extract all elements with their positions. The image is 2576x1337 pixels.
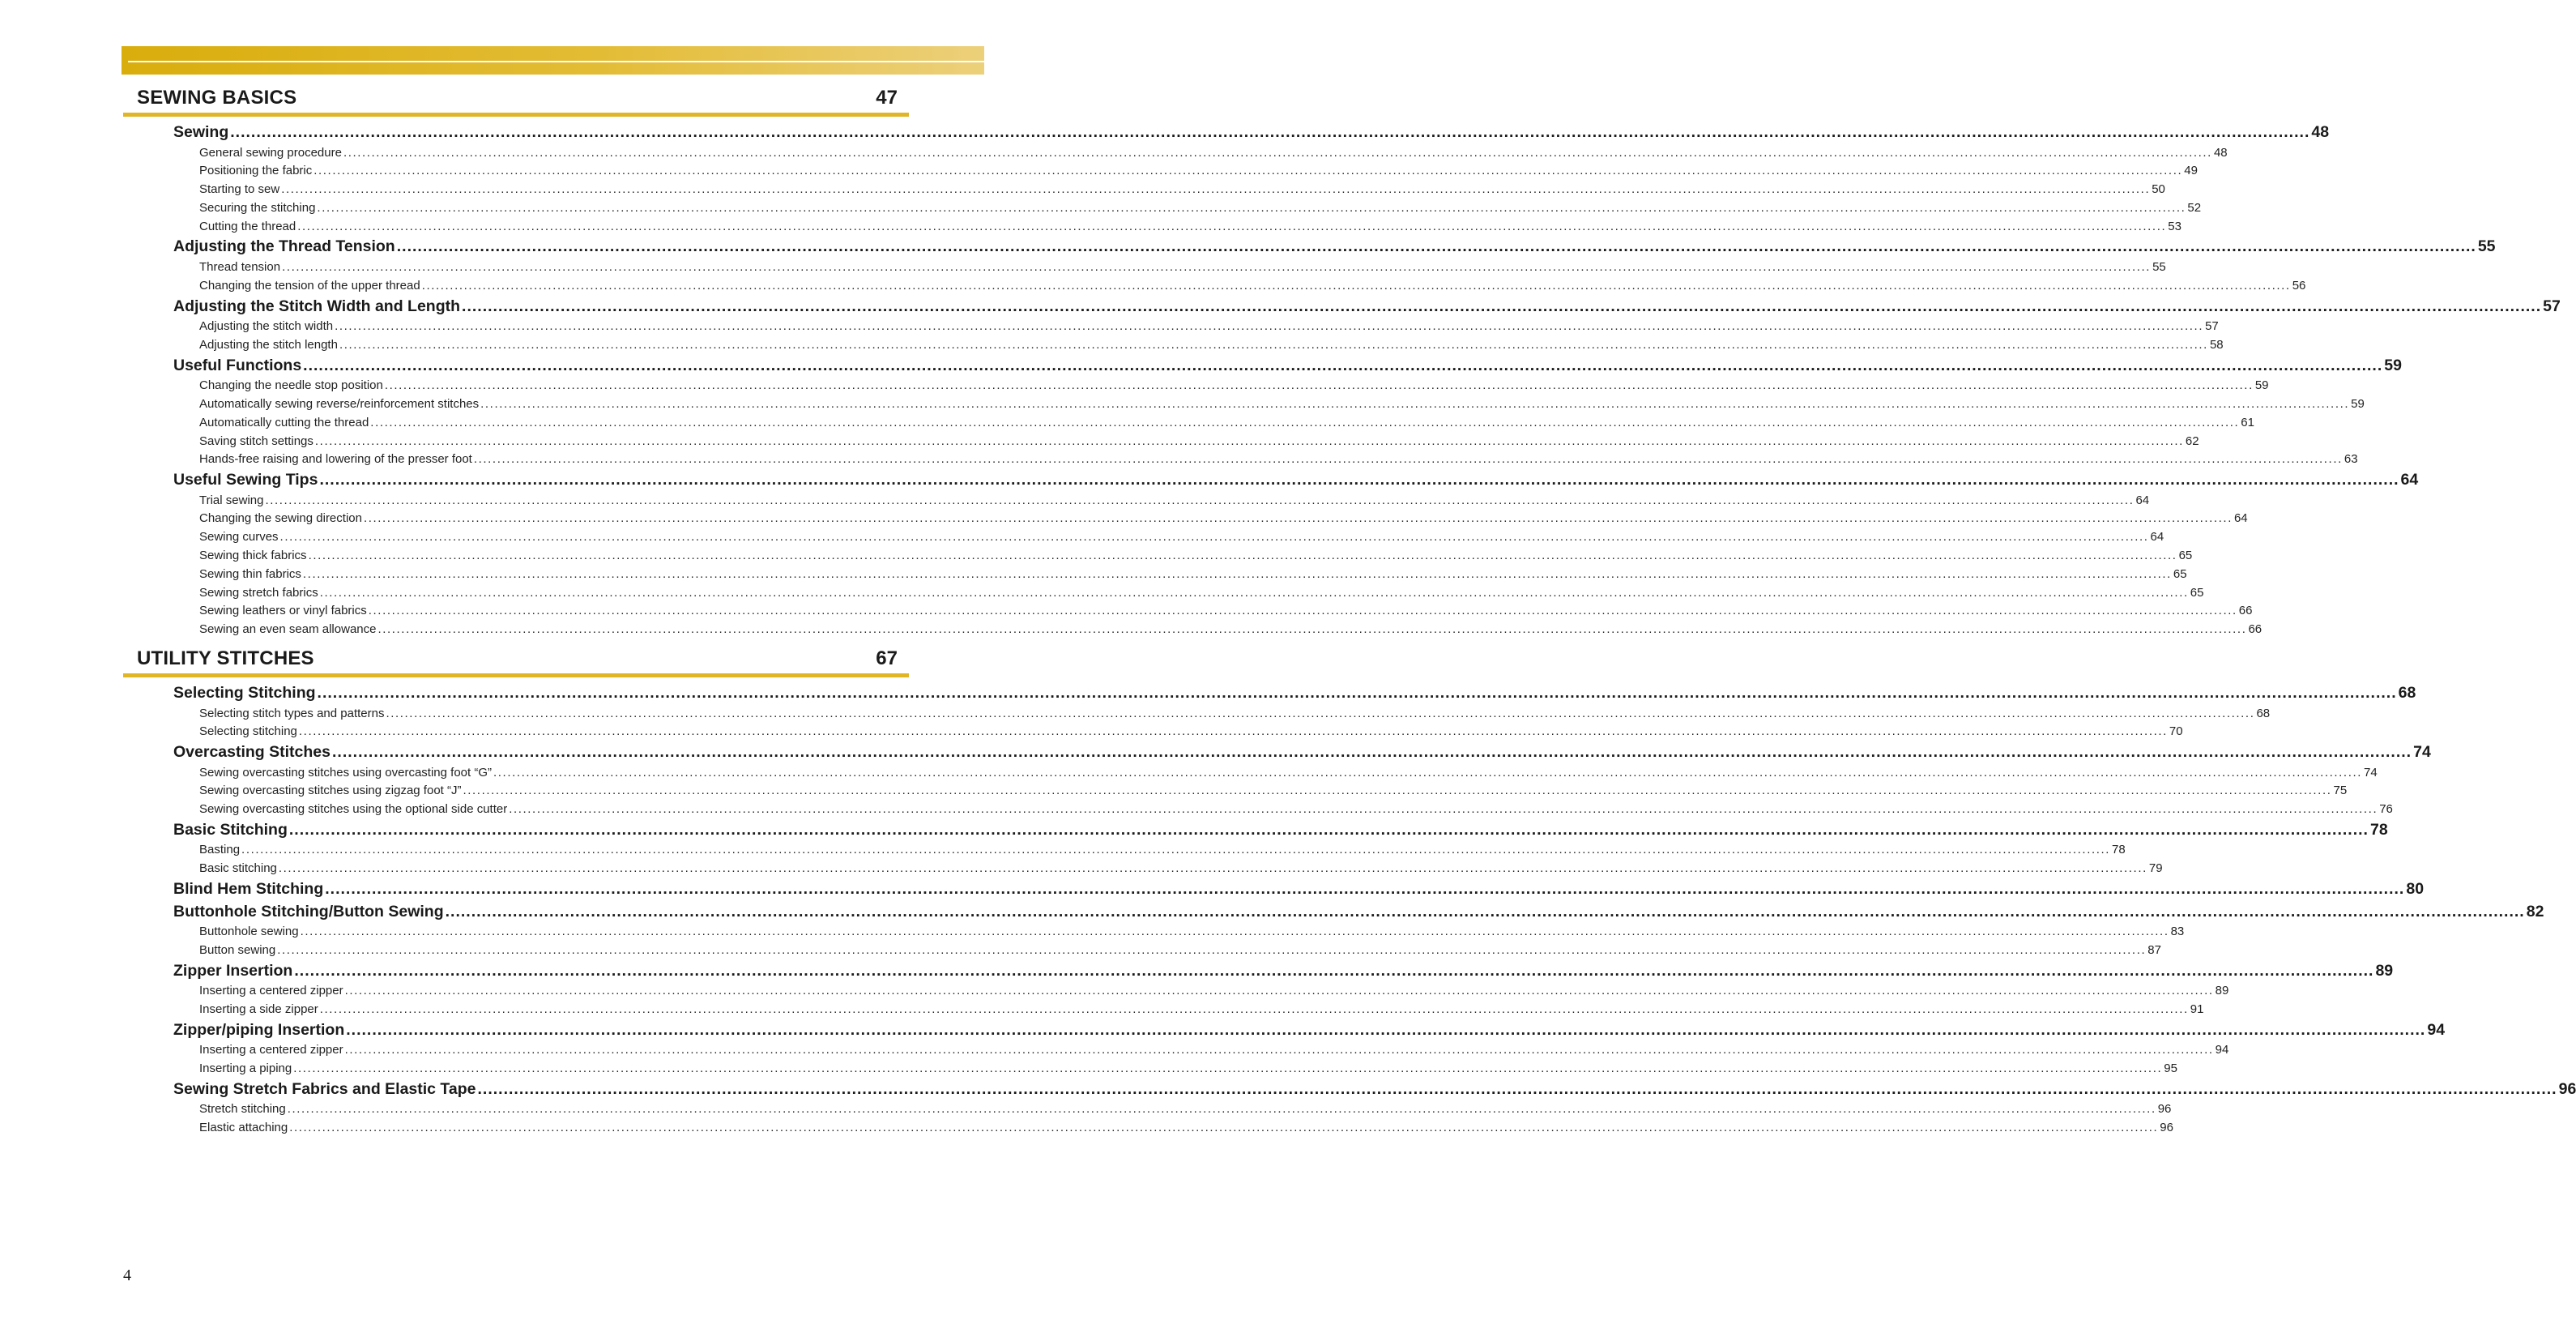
page-number: 4 <box>123 1267 131 1284</box>
toc-subentry <box>199 510 2248 528</box>
dot-leader: ................................................................................................................................................................................................................................................................................................................................................................................................................ <box>294 961 2374 980</box>
toc-subentry <box>199 218 2181 237</box>
toc-heading-entry <box>173 741 2431 764</box>
toc-entry-page: 96 <box>2160 1121 2173 1135</box>
toc-entry-page: 53 <box>2168 219 2181 233</box>
toc-entry-page: 65 <box>2178 549 2193 563</box>
toc-entry-label: General sewing procedure <box>199 145 342 160</box>
toc-entry-page: 55 <box>2152 259 2166 274</box>
toc-subentry <box>199 1100 2172 1119</box>
dot-leader: ................................................................................................................................................................................................................................................................................................................................................................................................................ <box>288 820 2369 839</box>
toc-entry-page: 64 <box>2135 493 2150 507</box>
toc-heading-entry <box>173 1019 2446 1042</box>
toc-entry-page: 70 <box>2169 724 2183 739</box>
toc-subentry <box>199 414 2254 433</box>
toc-subentry <box>199 336 2224 355</box>
toc-heading-entry <box>173 469 2419 492</box>
toc-entry-page: 62 <box>2185 434 2199 448</box>
toc-entry-label: Adjusting the stitch length <box>199 337 338 352</box>
toc-subentry <box>199 566 2187 584</box>
toc-entry-page: 64 <box>2233 511 2248 526</box>
toc-entry-page: 59 <box>2384 356 2402 374</box>
toc-entry-label: Sewing <box>173 123 229 141</box>
dot-leader: ................................................................................................................................................................................................................................................................................................................................................................................................................ <box>344 1043 2214 1057</box>
dot-leader: ................................................................................................................................................................................................................................................................................................................................................................................................................ <box>289 1121 2159 1135</box>
toc-entry-label: Stretch stitching <box>199 1102 286 1117</box>
toc-heading-entry <box>173 236 2496 258</box>
toc-entry-label: Cutting the thread <box>199 219 296 233</box>
toc-entry-label: Sewing an even seam allowance <box>199 622 377 637</box>
toc-entry-label: Adjusting the Thread Tension <box>173 237 395 256</box>
toc-subentry <box>199 528 2164 547</box>
toc-subentry <box>199 547 2193 566</box>
toc-entry-page: 56 <box>2292 278 2306 293</box>
dot-leader: ................................................................................................................................................................................................................................................................................................................................................................................................................ <box>265 493 2135 507</box>
toc-entry-label: Sewing curves <box>199 530 279 545</box>
toc-entry-label: Blind Hem Stitching <box>173 880 324 899</box>
toc-heading-entry <box>173 296 2561 318</box>
dot-leader: ................................................................................................................................................................................................................................................................................................................................................................................................................ <box>473 452 2343 467</box>
toc-entry-page: 59 <box>2351 396 2365 411</box>
dot-leader: ................................................................................................................................................................................................................................................................................................................................................................................................................ <box>317 684 2397 702</box>
toc-entry-label: Positioning the fabric <box>199 164 313 178</box>
toc-entry-page: 74 <box>2364 765 2378 780</box>
toc-subentry <box>199 395 2365 414</box>
toc-entry-label: Sewing overcasting stitches using overcasting foot “G” <box>199 765 493 780</box>
dot-leader: ................................................................................................................................................................................................................................................................................................................................................................................................................ <box>282 259 2152 274</box>
toc-heading-entry <box>173 960 2394 983</box>
toc-subentry <box>199 433 2199 451</box>
toc-subentry <box>199 1060 2177 1079</box>
toc-entry-page: 68 <box>2398 684 2416 702</box>
toc-subentry <box>199 923 2185 942</box>
toc-subentry <box>199 377 2269 395</box>
toc-subentry <box>199 764 2378 783</box>
toc-entry-label: Selecting stitching <box>199 724 297 739</box>
toc-subentry <box>199 782 2348 801</box>
toc-entry-page: 94 <box>2215 1043 2229 1057</box>
toc-entry-label: Sewing stretch fabrics <box>199 585 318 600</box>
toc-entry-page: 94 <box>2427 1020 2446 1039</box>
dot-leader: ................................................................................................................................................................................................................................................................................................................................................................................................................ <box>384 378 2254 393</box>
toc-entry-page: 57 <box>2205 319 2219 334</box>
toc-entry-page: 57 <box>2543 297 2561 315</box>
section-page-number: 67 <box>876 647 898 669</box>
dot-leader: ................................................................................................................................................................................................................................................................................................................................................................................................................ <box>339 337 2208 352</box>
dot-leader: ................................................................................................................................................................................................................................................................................................................................................................................................................ <box>493 765 2363 780</box>
dot-leader: ................................................................................................................................................................................................................................................................................................................................................................................................................ <box>463 784 2332 798</box>
toc-entry-page: 89 <box>2215 984 2229 998</box>
toc-subentry <box>199 162 2198 181</box>
toc-subentry <box>199 144 2228 163</box>
toc-entry-page: 64 <box>2150 530 2164 545</box>
dot-leader: ................................................................................................................................................................................................................................................................................................................................................................................................................ <box>277 942 2147 957</box>
toc-entry-label: Basting <box>199 843 241 857</box>
toc-subentry <box>199 801 2393 819</box>
toc-entries <box>123 117 2561 639</box>
dot-leader: ................................................................................................................................................................................................................................................................................................................................................................................................................ <box>343 145 2212 160</box>
toc-heading-entry <box>173 355 2402 378</box>
dot-leader: ................................................................................................................................................................................................................................................................................................................................................................................................................ <box>297 219 2167 233</box>
dot-leader: ................................................................................................................................................................................................................................................................................................................................................................................................................ <box>230 123 2310 141</box>
toc-heading-entry <box>173 878 2425 901</box>
header-band-rule <box>128 61 984 62</box>
toc-entry-page: 50 <box>2152 182 2165 197</box>
toc-entry-page: 66 <box>2238 604 2253 618</box>
dot-leader: ................................................................................................................................................................................................................................................................................................................................................................................................................ <box>278 861 2147 876</box>
dot-leader: ................................................................................................................................................................................................................................................................................................................................................................................................................ <box>332 743 2412 762</box>
toc-subentry <box>199 1119 2173 1138</box>
toc-entry-page: 59 <box>2254 378 2269 393</box>
dot-leader: ................................................................................................................................................................................................................................................................................................................................................................................................................ <box>313 164 2183 178</box>
toc-entry-page: 68 <box>2256 706 2271 720</box>
section-title: SEWING BASICS <box>137 87 297 109</box>
toc-entry-page: 48 <box>2311 123 2330 141</box>
toc-entry-label: Hands-free raising and lowering of the presser foot <box>199 452 472 467</box>
toc-heading-entry <box>173 1079 2576 1101</box>
toc-entry-page: 78 <box>2112 843 2126 857</box>
toc-entry-label: Automatically cutting the thread <box>199 415 369 429</box>
toc-subentry <box>199 621 2263 639</box>
toc-entry-page: 75 <box>2333 784 2348 798</box>
toc-entry-page: 89 <box>2375 961 2394 980</box>
toc-entry-page: 96 <box>2558 1079 2576 1098</box>
toc-entry-page: 61 <box>2241 415 2254 429</box>
toc-entry-label: Button sewing <box>199 942 276 957</box>
toc-entry-page: 65 <box>2173 566 2187 581</box>
toc-entry-page: 48 <box>2213 145 2228 160</box>
toc-subentry <box>199 492 2150 510</box>
dot-leader: ................................................................................................................................................................................................................................................................................................................................................................................................................ <box>462 297 2542 315</box>
toc-entry-page: 87 <box>2147 942 2161 957</box>
header-color-band <box>122 46 984 75</box>
toc-entry-page: 55 <box>2477 237 2496 256</box>
dot-leader: ................................................................................................................................................................................................................................................................................................................................................................................................................ <box>302 566 2172 581</box>
dot-leader: ................................................................................................................................................................................................................................................................................................................................................................................................................ <box>421 278 2291 293</box>
dot-leader: ................................................................................................................................................................................................................................................................................................................................................................................................................ <box>335 319 2204 334</box>
dot-leader: ................................................................................................................................................................................................................................................................................................................................................................................................................ <box>363 511 2233 526</box>
toc-entry-label: Adjusting the stitch width <box>199 319 334 334</box>
dot-leader: ................................................................................................................................................................................................................................................................................................................................................................................................................ <box>287 1102 2156 1117</box>
dot-leader: ................................................................................................................................................................................................................................................................................................................................................................................................................ <box>445 902 2525 921</box>
toc-entry-label: Inserting a centered zipper <box>199 984 343 998</box>
toc-entry-label: Useful Sewing Tips <box>173 471 318 489</box>
toc-entry-page: 78 <box>2369 820 2388 839</box>
toc-subentry <box>199 199 2202 218</box>
toc-entry-page: 49 <box>2184 164 2198 178</box>
toc-entry-label: Basic stitching <box>199 861 277 876</box>
toc-heading-entry <box>173 682 2416 705</box>
toc-entry-label: Securing the stitching <box>199 200 316 215</box>
dot-leader: ................................................................................................................................................................................................................................................................................................................................................................................................................ <box>319 1002 2189 1016</box>
toc-entry-page: 74 <box>2413 743 2431 762</box>
toc-entry-label: Sewing thin fabrics <box>199 566 301 581</box>
toc-subentry <box>199 1001 2204 1019</box>
section-header <box>123 647 909 677</box>
toc-entry-label: Elastic attaching <box>199 1121 288 1135</box>
toc-subentry <box>199 318 2219 336</box>
toc-entry-label: Starting to sew <box>199 182 280 197</box>
dot-leader: ................................................................................................................................................................................................................................................................................................................................................................................................................ <box>281 182 2151 197</box>
dot-leader: ................................................................................................................................................................................................................................................................................................................................................................................................................ <box>293 1061 2163 1076</box>
toc-entry-page: 82 <box>2526 902 2544 921</box>
toc-entry-label: Changing the tension of the upper thread <box>199 278 420 293</box>
dot-leader: ................................................................................................................................................................................................................................................................................................................................................................................................................ <box>370 415 2240 429</box>
toc-entry-label: Sewing overcasting stitches using zigzag foot “J” <box>199 784 462 798</box>
dot-leader: ................................................................................................................................................................................................................................................................................................................................................................................................................ <box>314 434 2184 448</box>
toc-entry-label: Inserting a piping <box>199 1061 292 1076</box>
dot-leader: ................................................................................................................................................................................................................................................................................................................................................................................................................ <box>477 1079 2557 1098</box>
dot-leader: ................................................................................................................................................................................................................................................................................................................................................................................................................ <box>368 604 2237 618</box>
dot-leader: ................................................................................................................................................................................................................................................................................................................................................................................................................ <box>279 530 2149 545</box>
toc-subentry <box>199 258 2166 277</box>
toc-entry-label: Zipper Insertion <box>173 961 293 980</box>
dot-leader: ................................................................................................................................................................................................................................................................................................................................................................................................................ <box>303 356 2383 374</box>
dot-leader: ................................................................................................................................................................................................................................................................................................................................................................................................................ <box>308 549 2177 563</box>
toc-entry-label: Basic Stitching <box>173 820 288 839</box>
toc-entry-page: 64 <box>2400 471 2419 489</box>
section-header <box>123 89 909 117</box>
section-sewing-basics <box>123 87 2561 639</box>
toc-entry-label: Sewing leathers or vinyl fabrics <box>199 604 367 618</box>
section-title: UTILITY STITCHES <box>137 647 314 669</box>
toc-entry-page: 91 <box>2190 1002 2204 1016</box>
dot-leader: ................................................................................................................................................................................................................................................................................................................................................................................................................ <box>319 471 2399 489</box>
toc-entry-label: Adjusting the Stitch Width and Length <box>173 297 461 315</box>
toc-entry-page: 83 <box>2170 925 2185 939</box>
toc-entry-label: Trial sewing <box>199 493 264 507</box>
section-utility-stitches <box>123 647 2576 1138</box>
dot-leader: ................................................................................................................................................................................................................................................................................................................................................................................................................ <box>344 984 2214 998</box>
toc-subentry <box>199 860 2163 878</box>
toc-entry-label: Automatically sewing reverse/reinforcement stitches <box>199 396 480 411</box>
toc-entry-label: Overcasting Stitches <box>173 743 331 762</box>
toc-entry-page: 58 <box>2209 337 2224 352</box>
section-page-number: 47 <box>876 87 898 109</box>
toc-entry-label: Buttonhole Stitching/Button Sewing <box>173 902 444 921</box>
dot-leader: ................................................................................................................................................................................................................................................................................................................................................................................................................ <box>298 724 2168 739</box>
toc-subentry <box>199 942 2161 960</box>
toc-subentry <box>199 723 2183 741</box>
toc-entry-page: 95 <box>2164 1061 2177 1076</box>
toc-subentry <box>199 277 2306 296</box>
dot-leader: ................................................................................................................................................................................................................................................................................................................................................................................................................ <box>300 925 2169 939</box>
toc-entry-label: Zipper/piping Insertion <box>173 1020 345 1039</box>
dot-leader: ................................................................................................................................................................................................................................................................................................................................................................................................................ <box>317 200 2186 215</box>
toc-entry-label: Useful Functions <box>173 356 302 374</box>
toc-entry-page: 96 <box>2157 1102 2172 1117</box>
dot-leader: ................................................................................................................................................................................................................................................................................................................................................................................................................ <box>319 585 2189 600</box>
toc-entry-label: Changing the needle stop position <box>199 378 383 393</box>
toc-entry-label: Inserting a side zipper <box>199 1002 318 1016</box>
toc-entry-page: 52 <box>2187 200 2202 215</box>
toc-subentry <box>199 584 2204 603</box>
toc-subentry <box>199 1041 2229 1060</box>
toc-heading-entry <box>173 122 2330 144</box>
toc-subentry <box>199 705 2271 724</box>
dot-leader: ................................................................................................................................................................................................................................................................................................................................................................................................................ <box>346 1020 2426 1039</box>
dot-leader: ................................................................................................................................................................................................................................................................................................................................................................................................................ <box>325 880 2405 899</box>
dot-leader: ................................................................................................................................................................................................................................................................................................................................................................................................................ <box>386 706 2255 720</box>
toc-entry-label: Selecting stitch types and patterns <box>199 706 385 720</box>
dot-leader: ................................................................................................................................................................................................................................................................................................................................................................................................................ <box>509 802 2378 817</box>
toc-entry-label: Inserting a centered zipper <box>199 1043 343 1057</box>
dot-leader: ................................................................................................................................................................................................................................................................................................................................................................................................................ <box>480 396 2350 411</box>
toc-entry-page: 80 <box>2406 880 2425 899</box>
toc-entry-label: Selecting Stitching <box>173 684 316 702</box>
toc-subentry <box>199 841 2126 860</box>
toc-entries <box>123 677 2576 1138</box>
toc-entry-page: 63 <box>2344 452 2358 467</box>
toc-entry-label: Changing the sewing direction <box>199 511 362 526</box>
toc-entry-label: Sewing Stretch Fabrics and Elastic Tape <box>173 1079 476 1098</box>
dot-leader: ................................................................................................................................................................................................................................................................................................................................................................................................................ <box>241 843 2111 857</box>
toc-entry-label: Sewing overcasting stitches using the optional side cutter <box>199 802 508 817</box>
toc-subentry <box>199 451 2358 469</box>
dot-leader: ................................................................................................................................................................................................................................................................................................................................................................................................................ <box>396 237 2476 256</box>
toc-heading-entry <box>173 819 2388 842</box>
toc-entry-label: Thread tension <box>199 259 281 274</box>
toc-entry-label: Saving stitch settings <box>199 434 313 448</box>
toc-entry-page: 79 <box>2148 861 2163 876</box>
toc-subentry <box>199 181 2165 199</box>
toc-entry-page: 66 <box>2248 622 2263 637</box>
toc-entry-label: Sewing thick fabrics <box>199 549 307 563</box>
toc-subentry <box>199 602 2253 621</box>
toc-entry-page: 65 <box>2190 585 2204 600</box>
toc-entry-label: Buttonhole sewing <box>199 925 299 939</box>
toc-heading-entry <box>173 901 2544 924</box>
dot-leader: ................................................................................................................................................................................................................................................................................................................................................................................................................ <box>377 622 2247 637</box>
toc-subentry <box>199 982 2229 1001</box>
toc-entry-page: 76 <box>2379 802 2393 817</box>
